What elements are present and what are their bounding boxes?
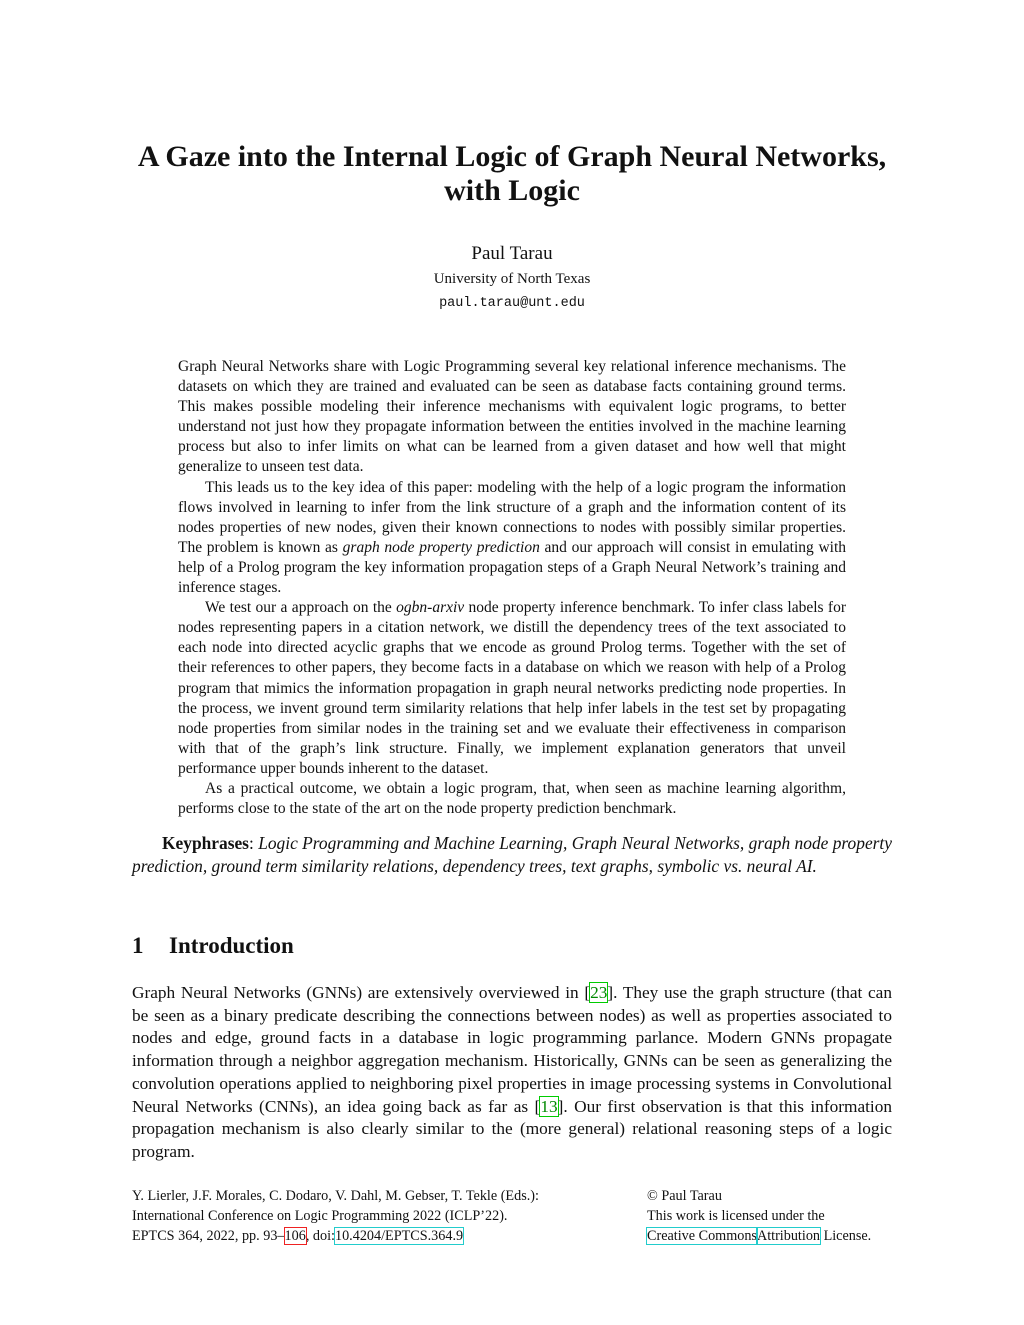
keyphrases-label: Keyphrases bbox=[162, 833, 249, 853]
abstract-paragraph-1: Graph Neural Networks share with Logic Programming several key relational inference mechanisms. The datasets on which they are trained and evaluated can be seen as database facts containing ground terms. This makes possible modeling their inference mechanisms with equivalent logic programs, to better understand not just how they propagate information between the entities involved in the machine learning process but also to infer limits on what can be learned from a given dataset and how well that might generalize to unseen test data. bbox=[178, 358, 846, 476]
citation-link[interactable]: 23 bbox=[590, 983, 608, 1002]
abstract-paragraph-2: This leads us to the key idea of this paper: modeling with the help of a logic program the information flows involved in learning to infer from the link structure of a graph and the information content of its nodes properties of new nodes, given their known connections to nodes with possibly similar properties. The problem is known as graph node property prediction and our approach will consist in emulating with help of a Prolog program the key information propagation steps of a Graph Neural Network’s training and inference stages. bbox=[178, 478, 847, 597]
footer-pages-line: EPTCS 364, 2022, pp. 93–106, doi:10.4204/EPTCS.364.9 bbox=[132, 1228, 464, 1244]
emphasis-term: graph node property prediction bbox=[342, 538, 540, 556]
abstract-paragraph-4: As a practical outcome, we obtain a logic program, that, when seen as machine learning algorithm, performs close to the state of the art on the node property prediction benchmark. bbox=[178, 779, 846, 818]
footer-license-text: This work is licensed under the bbox=[647, 1208, 825, 1224]
footer-license-line: Creative CommonsAttribution License. bbox=[647, 1228, 872, 1244]
author-affiliation: University of North Texas bbox=[433, 271, 591, 287]
creative-commons-link[interactable]: Creative Commons bbox=[647, 1228, 757, 1244]
emphasis-benchmark: ogbn-arxiv bbox=[396, 599, 465, 617]
section-number: 1 bbox=[132, 933, 144, 958]
footer-editors: Y. Lierler, J.F. Morales, C. Dodaro, V. Dahl, M. Gebser, T. Tekle (Eds.): bbox=[132, 1188, 539, 1204]
footer-license-info bbox=[647, 1186, 871, 1246]
title-line-2: with Logic bbox=[444, 174, 580, 207]
title-line-1: A Gaze into the Internal Logic of Graph Neural Networks, bbox=[137, 140, 887, 173]
paper-title bbox=[0, 140, 1024, 208]
abstract-paragraph-3: We test our a approach on the ogbn-arxiv node property inference benchmark. To infer class labels for nodes representing papers in a citation network, we distill the dependency trees of the text associated to each node into directed acyclic graphs that we encode as ground Prolog terms. Together with the set of their references to other papers, they become facts in a database on which we reason with help of a Prolog program that mimics the information propagation in graph neural networks predicting node properties. In the process, we invent ground term similarity relations that help infer labels in the test set by propagating node properties from similar nodes in the training set and we evaluate their effectiveness in comparison with that of the graph’s link structure. Finally, we implement explanation generators that unveil performance upper bounds inherent to the dataset. bbox=[178, 599, 846, 777]
keyphrases: Keyphrases: Logic Programming and Machine Learning, Graph Neural Networks, graph node property prediction, ground term similarity relations, dependency trees, text graphs, symbolic vs. neural AI. bbox=[132, 833, 892, 876]
last-page-link[interactable]: 106 bbox=[284, 1228, 306, 1244]
intro-paragraph: Graph Neural Networks (GNNs) are extensively overviewed in [23]. They use the graph structure (that can be seen as a binary predicate describing the connections between nodes) as well as properties associated to nodes and edge, ground facts in a database in logic programming parlance. Modern GNNs propagate information through a neighbor aggregation mechanism. Historically, GNNs can be seen as generalizing the convolution operations applied to neighboring pixel properties in image processing systems in Convolutional Neural Networks (CNNs), an idea going back as far as [13]. Our first observation is that this information propagation mechanism is also clearly similar to the (more general) relational reasoning steps of a logic program. bbox=[132, 983, 893, 1161]
attribution-link[interactable]: Attribution bbox=[756, 1228, 821, 1244]
footer-conference: International Conference on Logic Programming 2022 (ICLP’22). bbox=[132, 1208, 508, 1224]
footer-publication-info bbox=[132, 1186, 539, 1246]
author-email: paul.tarau@unt.edu bbox=[439, 296, 585, 311]
doi-link[interactable]: 10.4204/EPTCS.364.9 bbox=[334, 1228, 464, 1244]
keyphrases-text: Logic Programming and Machine Learning, Graph Neural Networks, graph node property prediction, ground term similarity relations, dependency trees, text graphs, symbolic vs. neural AI. bbox=[132, 833, 892, 876]
abstract bbox=[178, 357, 846, 819]
author-name: Paul Tarau bbox=[471, 243, 553, 264]
section-title: Introduction bbox=[169, 933, 294, 958]
citation-link[interactable]: 13 bbox=[540, 1096, 558, 1116]
footer-copyright: © Paul Tarau bbox=[647, 1188, 722, 1204]
section-heading bbox=[132, 933, 294, 959]
